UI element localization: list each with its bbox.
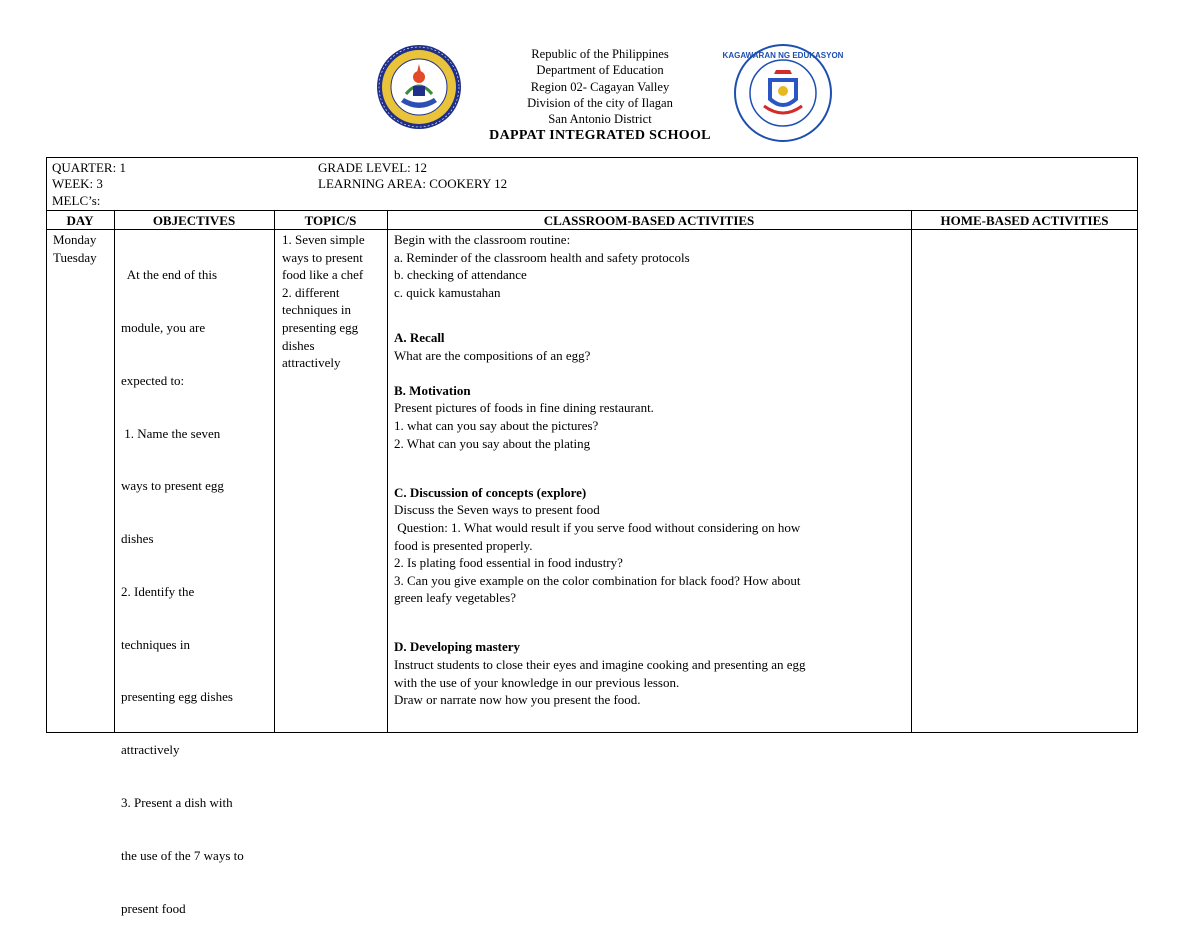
table-rule [46, 210, 1138, 211]
objective-line: module, you are [121, 319, 206, 335]
spacer [394, 452, 806, 470]
deped-seal-text: KAGAWARAN NG EDUKASYON [722, 51, 844, 60]
agency-header [470, 46, 730, 127]
spacer [394, 319, 806, 329]
column-header-topics: TOPIC/S [304, 213, 357, 228]
column-header-day: DAY [66, 213, 94, 228]
recall-heading: A. Recall [394, 329, 445, 345]
info-right [318, 160, 507, 193]
topic-line: presenting egg [282, 319, 359, 335]
objective-line: attractively [121, 742, 180, 758]
week-label: WEEK: 3 [52, 176, 103, 192]
header-line: Republic of the Philippines [531, 47, 669, 61]
activity-line: 2. What can you say about the plating [394, 435, 591, 451]
objective-line: dishes [121, 531, 154, 547]
activity-line: Begin with the classroom routine: [394, 232, 571, 247]
spacer [394, 607, 806, 625]
header-line: Department of Education [536, 63, 664, 78]
mastery-heading: D. Developing mastery [394, 639, 521, 655]
activity-line: Present pictures of foods in fine dining restaurant. [394, 400, 654, 416]
activity-line: food is presented properly. [394, 537, 533, 553]
column-divider [911, 210, 912, 733]
school-seal-logo [376, 44, 462, 130]
column-divider [114, 210, 115, 733]
discussion-heading: C. Discussion of concepts (explore) [394, 484, 587, 500]
classroom-activities-cell [394, 231, 806, 709]
column-header-classroom: CLASSROOM-BASED ACTIVITIES [543, 213, 755, 228]
activity-line: c. quick kamustahan [394, 284, 501, 300]
topic-line: food like a chef [282, 267, 364, 283]
column-header-home: HOME-BASED ACTIVITIES [940, 213, 1109, 228]
objective-line: At the end of this [121, 267, 218, 283]
day-item: Tuesday [53, 249, 97, 265]
objective-line: presenting egg dishes [121, 689, 233, 705]
activity-line: What are the compositions of an egg? [394, 347, 591, 363]
table-rule [46, 229, 1138, 230]
header-line: San Antonio District [548, 112, 652, 127]
info-left [52, 160, 126, 209]
objective-line: 3. Present a dish with [121, 795, 233, 810]
column-divider [274, 210, 275, 733]
topic-line: 2. different [282, 284, 340, 300]
activity-line: a. Reminder of the classroom health and safety protocols [394, 249, 690, 265]
activity-line: Draw or narrate now how you present the food. [394, 692, 641, 708]
objectives-cell [121, 231, 244, 935]
spacer [394, 364, 806, 382]
objective-line: expected to: [121, 372, 185, 388]
objective-line: 1. Name the seven [121, 425, 221, 441]
objective-line: the use of the 7 ways to [121, 847, 244, 863]
day-cell [53, 231, 97, 266]
spacer [394, 624, 806, 638]
topic-line: attractively [282, 355, 341, 371]
spacer [394, 301, 806, 319]
activity-line: b. checking of attendance [394, 267, 527, 283]
objective-line: ways to present egg [121, 478, 224, 494]
activity-line: Question: 1. What would result if you serve food without considering on how [394, 519, 801, 535]
activity-line: 1. what can you say about the pictures? [394, 417, 599, 433]
header-line: Division of the city of Ilagan [527, 95, 673, 110]
day-item: Monday [53, 232, 97, 247]
objective-line: techniques in [121, 636, 190, 652]
column-header-objectives: OBJECTIVES [152, 213, 236, 228]
activity-line: green leafy vegetables? [394, 590, 516, 606]
grade-level-label: GRADE LEVEL: 12 [318, 160, 428, 175]
topic-line: ways to present [282, 249, 363, 265]
activity-line: Instruct students to close their eyes and imagine cooking and presenting an egg [394, 657, 806, 673]
activity-line: 3. Can you give example on the color combination for black food? How about [394, 572, 801, 588]
activity-line: with the use of your knowledge in our previous lesson. [394, 674, 680, 690]
topic-line: 1. Seven simple [282, 232, 365, 247]
activity-line: Discuss the Seven ways to present food [394, 502, 600, 518]
objective-line: 2. Identify the [121, 583, 195, 599]
motivation-heading: B. Motivation [394, 382, 471, 398]
school-name: DAPPAT INTEGRATED SCHOOL [489, 128, 711, 143]
spacer [394, 470, 806, 484]
header-line: Region 02- Cagayan Valley [530, 79, 670, 94]
column-divider [387, 210, 388, 733]
topic-line: techniques in [282, 302, 351, 318]
melcs-label: MELC’s: [52, 192, 101, 208]
objective-line: present food [121, 900, 186, 916]
topics-cell [282, 231, 365, 372]
activity-line: 2. Is plating food essential in food industry? [394, 555, 623, 571]
quarter-label: QUARTER: 1 [52, 160, 126, 175]
topic-line: dishes [282, 337, 315, 353]
learning-area-label: LEARNING AREA: COOKERY 12 [318, 176, 508, 192]
